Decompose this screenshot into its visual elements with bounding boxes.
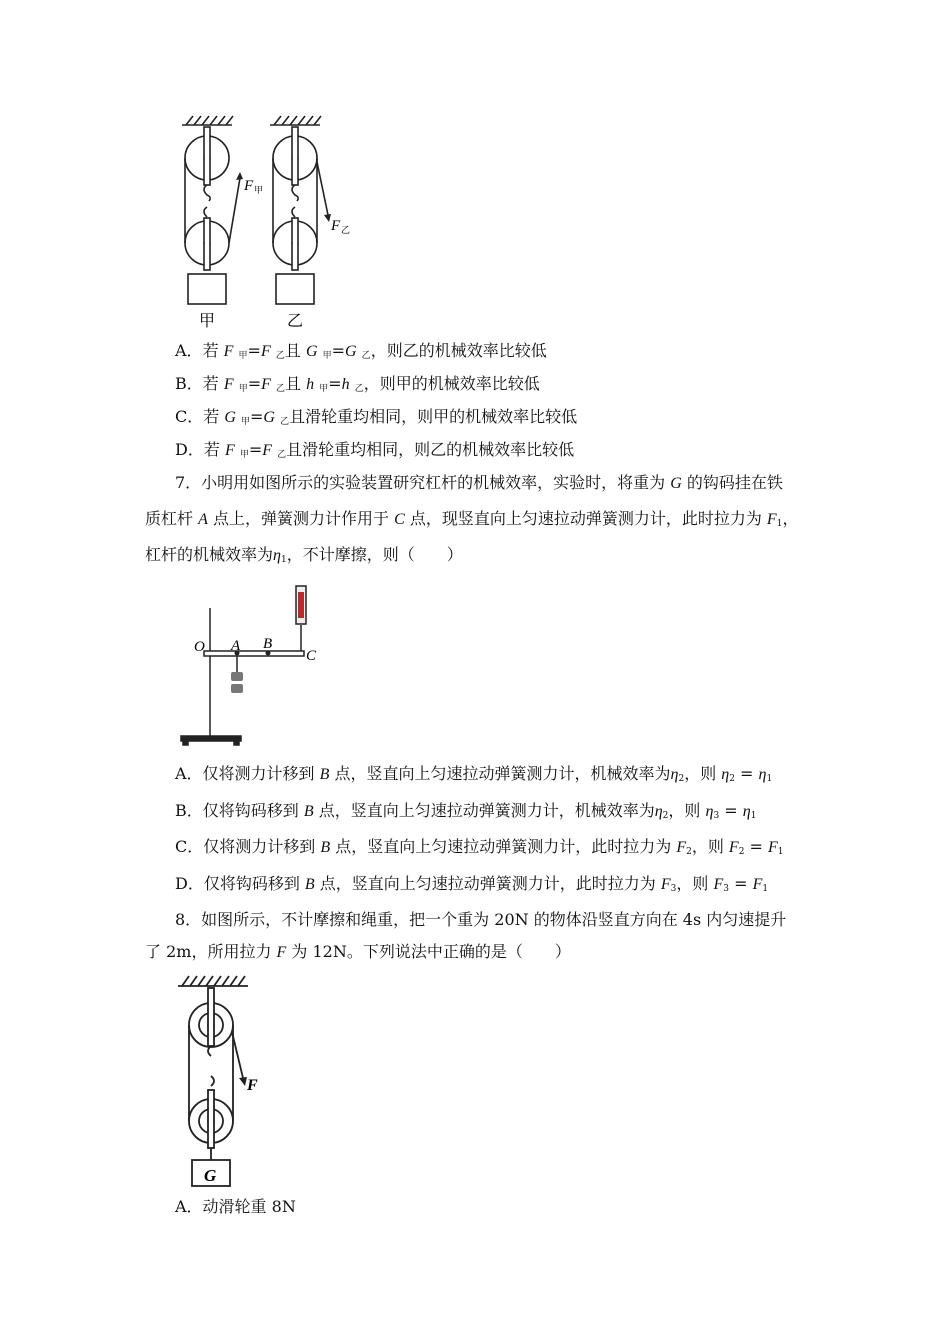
q7-stem-line-3: 杠杆的机械效率为$\eta_1$，不计摩擦，则（ ） <box>145 545 463 565</box>
q8-force-label: F <box>247 1077 258 1094</box>
q6-option-a[interactable]: A．若 F $_甲$=F $_乙$且 G $_甲$=G $_乙$，则乙的机械效率比较低 <box>175 341 547 361</box>
lever-label-a: A <box>231 638 241 654</box>
force-yi-label: F <box>331 218 341 234</box>
q7-option-c[interactable]: C．仅将测力计移到 B 点，竖直向上匀速拉动弹簧测力计，此时拉力为 $F_2$，则 $F_2 = F_1$ <box>175 837 784 857</box>
q7-option-d[interactable]: D．仅将钩码移到 B 点，竖直向上匀速拉动弹簧测力计，此时拉力为 $F_3$，则 $F_3 = F_1$ <box>175 874 769 894</box>
lever-label-o: O <box>194 639 205 655</box>
q6-option-b[interactable]: B．若 F $_甲$=F $_乙$且 h $_甲$=h $_乙$，则甲的机械效率比较低 <box>175 374 540 394</box>
label-yi: 乙 <box>287 313 304 330</box>
q7-stem-line-2: 质杠杆 A 点上，弹簧测力计作用于 C 点，现竖直向上匀速拉动弹簧测力计，此时拉力为 $F_1$， <box>145 509 799 529</box>
q8-weight-label: G <box>204 1166 217 1185</box>
force-jia-sub: 甲 <box>254 185 264 195</box>
q8-option-a[interactable]: A．动滑轮重 8N <box>175 1197 296 1216</box>
force-yi-sub: 乙 <box>341 225 351 235</box>
lever-label-c: C <box>306 648 317 664</box>
label-jia: 甲 <box>199 313 216 330</box>
q7-stem-line-1: 7．小明用如图所示的实验装置研究杠杆的机械效率，实验时，将重为 G 的钩码挂在铁 <box>175 473 783 492</box>
q6-option-d[interactable]: D．若 F $_甲$=F $_乙$且滑轮重均相同，则乙的机械效率比较低 <box>175 440 575 460</box>
force-jia-label: F <box>244 178 254 194</box>
q7-option-a[interactable]: A．仅将测力计移到 B 点，竖直向上匀速拉动弹簧测力计，机械效率为$\eta_2$，则 $\eta_2 = \eta_1$ <box>175 764 773 784</box>
q6-option-c[interactable]: C．若 G $_甲$=G $_乙$且滑轮重均相同，则甲的机械效率比较低 <box>175 407 578 427</box>
lever-label-b: B <box>263 636 273 652</box>
q8-stem-line-1: 8．如图所示，不计摩擦和绳重，把一个重为 20N 的物体沿竖直方向在 4s 内匀速提升 <box>175 910 787 929</box>
q8-stem-line-2: 了 2m，所用拉力 F 为 12N。下列说法中正确的是（ ） <box>145 942 571 961</box>
q7-option-b[interactable]: B．仅将钩码移到 B 点，竖直向上匀速拉动弹簧测力计，机械效率为$\eta_2$，则 $\eta_3 = \eta_1$ <box>175 801 757 821</box>
